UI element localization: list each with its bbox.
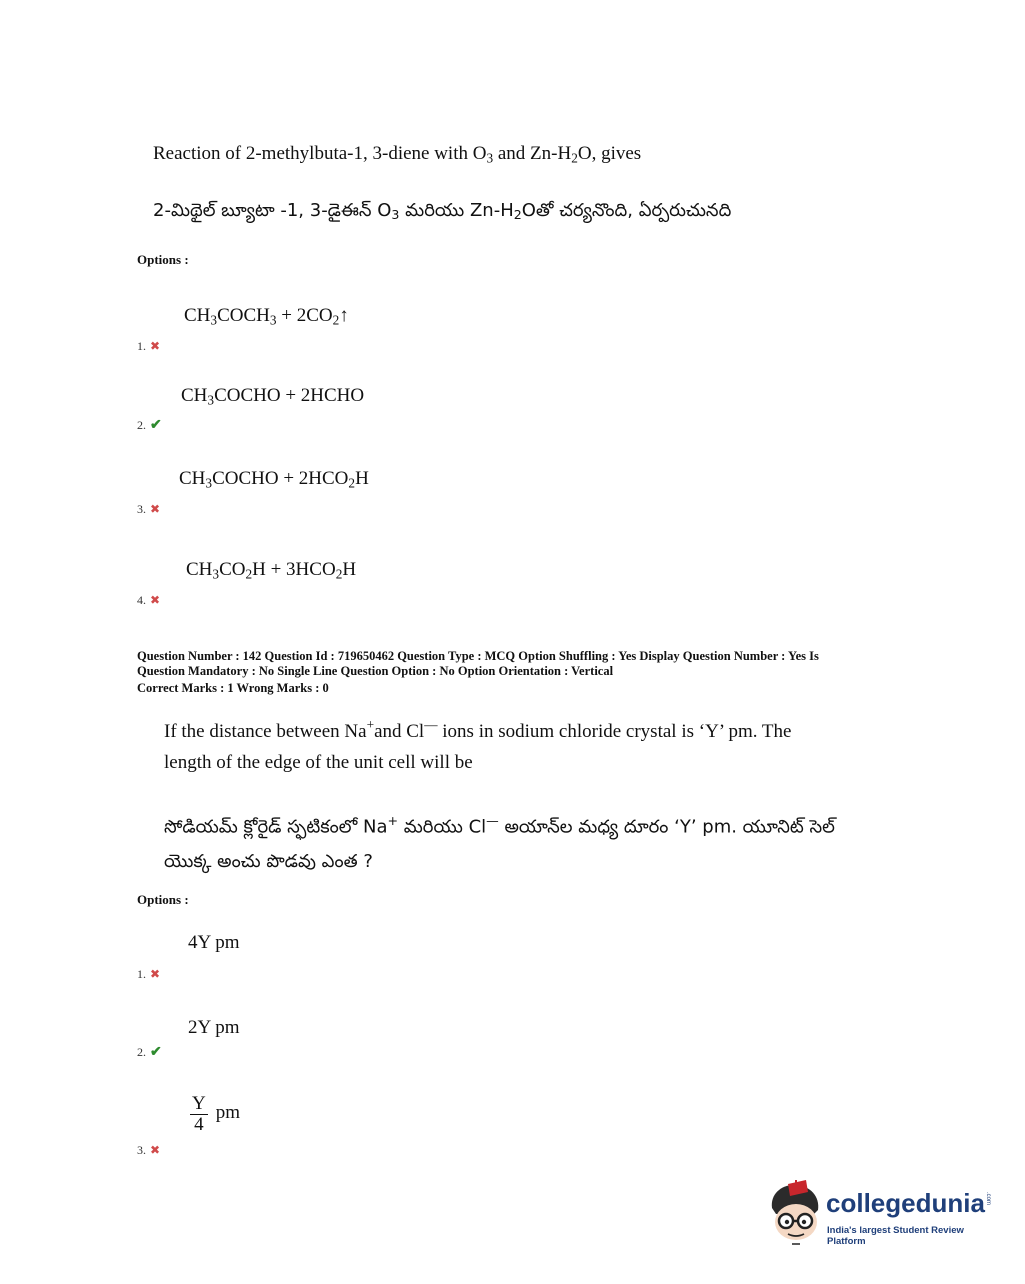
q2-option-2-text: 2Y pm [188, 1017, 240, 1038]
q1-option-1-formula: $CH_3COCH_3$ + $2CO_2↑$ [184, 305, 349, 328]
q1-option-3-marker: 3. ✖ [137, 502, 161, 516]
q1-option-4-formula: $CH_3CO_2H + 3HCO_2H$ [186, 559, 357, 582]
q2-option-3-fraction: $\frac{Y}{4}$ pm [192, 1093, 241, 1135]
q1-option-2-marker: 2. ✔ [137, 418, 162, 433]
q2-options-label: Options : [137, 892, 189, 907]
wrong-mark-icon: ✖ [150, 967, 161, 981]
correct-check-icon: ✔ [150, 1045, 162, 1060]
q2-english-line-1: If the distance between Na+and Cl— ions in sodium chloride crystal is ‘Y’ pm. The [164, 717, 792, 742]
wrong-mark-icon: ✖ [150, 502, 161, 516]
q1-english-text: Reaction of 2-methylbuta-1, 3-diene with $O_3$ and $Zn-H_2O$, gives [153, 143, 642, 166]
brand-suffix: .com [985, 1192, 991, 1206]
brand-name: collegedunia [826, 1188, 985, 1218]
q2-meta-line-1: Question Number : 142 Question Id : 719650462 Question Type : MCQ Option Shuffling : Yes Display Question Number : Yes Is [137, 649, 819, 663]
q2-option-1-marker: 1. ✖ [137, 967, 161, 981]
q1-option-2-formula: $CH_3COCHO$ + 2HCHO [181, 385, 365, 408]
q2-meta-line-3: Correct Marks : 1 Wrong Marks : 0 [137, 681, 329, 695]
q2-option-2-marker: 2. ✔ [137, 1045, 162, 1060]
q2-option-1-text: 4Y pm [188, 932, 240, 953]
q1-telugu-text: 2-మిథైల్ బ్యూటా -1, 3-డైఈన్ $O_3$ మరియు $Zn-H_2Oతో$ చర్యనొంది, ఏర్పరుచునది [153, 200, 732, 223]
q2-telugu-line-1: సోడియమ్ క్లోరైడ్ స్ఫటికంలో Na+ మరియు Cl— అయాన్‌ల మధ్య దూరం ‘Y’ pm. యూనిట్ సెల్ [164, 813, 835, 838]
fraction: $\frac{Y}{4}$ [192, 1093, 206, 1135]
q2-telugu-line-2: యొక్క అంచు పొడవు ఎంత ? [164, 851, 373, 872]
brand-tagline: India's largest Student Review Platform [827, 1225, 964, 1247]
q1-option-3-formula: $CH_3COCHO + 2HCO_2H$ [179, 468, 369, 491]
mascot-icon [766, 1180, 826, 1248]
q1-option-1-marker: 1. ✖ [137, 339, 161, 353]
q2-english-line-2: length of the edge of the unit cell will be [164, 752, 473, 773]
q2-meta-line-2: Question Mandatory : No Single Line Question Option : No Option Orientation : Vertical [137, 664, 614, 678]
q1-options-label: Options : [137, 252, 189, 267]
correct-check-icon: ✔ [150, 418, 162, 433]
collegedunia-logo[interactable] [766, 1180, 996, 1250]
q1-option-4-marker: 4. ✖ [137, 593, 161, 607]
wrong-mark-icon: ✖ [150, 339, 161, 353]
q2-option-3-marker: 3. ✖ [137, 1143, 161, 1157]
wrong-mark-icon: ✖ [150, 593, 161, 607]
wrong-mark-icon: ✖ [150, 1143, 161, 1157]
